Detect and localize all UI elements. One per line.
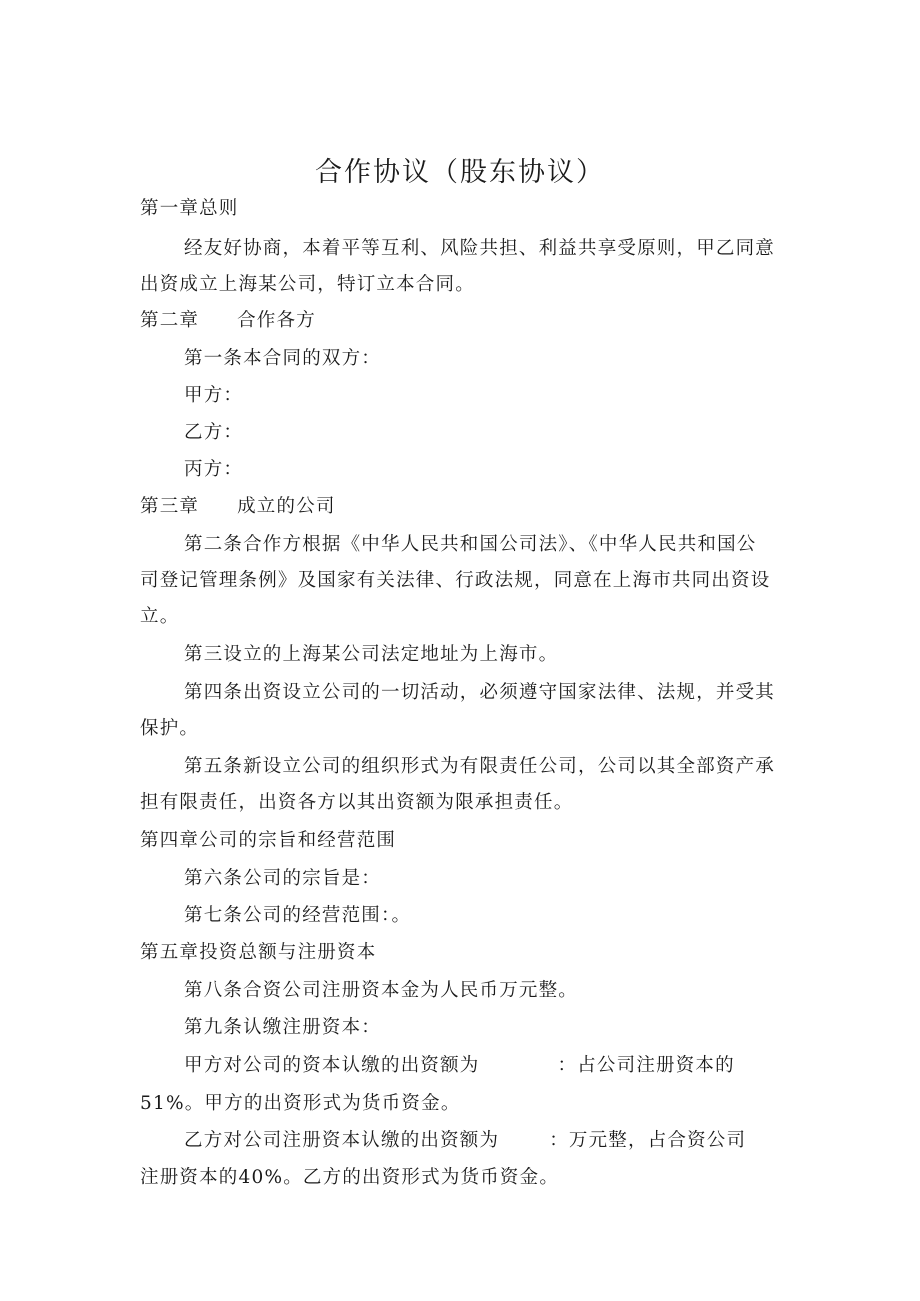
chapter-2-heading <box>140 308 316 334</box>
article-4-line: 第四条出资设立公司的一切活动，必须遵守国家法律、法规，并受其 <box>184 682 776 703</box>
chapter-3-heading <box>140 494 336 520</box>
contribution-text: ：万元整，占合资公司 <box>549 1130 747 1151</box>
article-2-line: 立。 <box>140 606 180 627</box>
chapter-name: 成立的公司 <box>237 496 336 517</box>
party-a-contribution-line-2: 51%。甲方的出资形式为货币资金。 <box>140 1093 461 1114</box>
party-a-label: 甲方： <box>184 385 244 406</box>
paragraph-line: 出资成立上海某公司，特订立本合同。 <box>140 274 475 295</box>
article-5-line: 第五条新设立公司的组织形式为有限责任公司，公司以其全部资产承 <box>184 756 776 777</box>
article-9: 第九条认缴注册资本： <box>184 1017 382 1038</box>
party-b-contribution-line-2: 注册资本的40%。乙方的出资形式为货币资金。 <box>140 1167 560 1188</box>
article-8: 第八条合资公司注册资本金为人民币万元整。 <box>184 980 579 1001</box>
paragraph-line: 经友好协商，本着平等互利、风险共担、利益共享受原则，甲乙同意 <box>184 238 776 259</box>
chapter-1-heading: 第一章总则 <box>140 198 239 219</box>
chapter-4-heading: 第四章公司的宗旨和经营范围 <box>140 830 397 851</box>
document-title: 合作协议（股东协议） <box>315 157 605 188</box>
contribution-text: 乙方对公司注册资本认缴的出资额为 <box>184 1130 500 1151</box>
chapter-number: 第二章 <box>140 310 200 331</box>
article-4-line: 保护。 <box>140 718 200 739</box>
article-1: 第一条本合同的双方： <box>184 348 382 369</box>
chapter-5-heading: 第五章投资总额与注册资本 <box>140 942 377 963</box>
article-3: 第三设立的上海某公司法定地址为上海市。 <box>184 644 559 665</box>
chapter-number: 第三章 <box>140 496 200 517</box>
article-7: 第七条公司的经营范围：。 <box>184 905 412 926</box>
party-c-label: 丙方： <box>184 459 244 480</box>
article-5-line: 担有限责任，出资各方以其出资额为限承担责任。 <box>140 792 574 813</box>
party-a-contribution-line <box>184 1053 735 1079</box>
article-2-line: 第二条合作方根据《中华人民共和国公司法》、《中华人民共和国公 <box>184 534 757 555</box>
party-b-contribution-line <box>184 1128 746 1154</box>
contribution-text: ：占公司注册资本的 <box>557 1055 735 1076</box>
article-6: 第六条公司的宗旨是： <box>184 868 382 889</box>
chapter-name: 合作各方 <box>237 310 316 331</box>
party-b-label: 乙方： <box>184 422 244 443</box>
contribution-text: 甲方对公司的资本认缴的出资额为 <box>184 1055 480 1076</box>
article-2-line: 司登记管理条例》及国家有关法律、行政法规，同意在上海市共同出资设 <box>140 570 771 591</box>
